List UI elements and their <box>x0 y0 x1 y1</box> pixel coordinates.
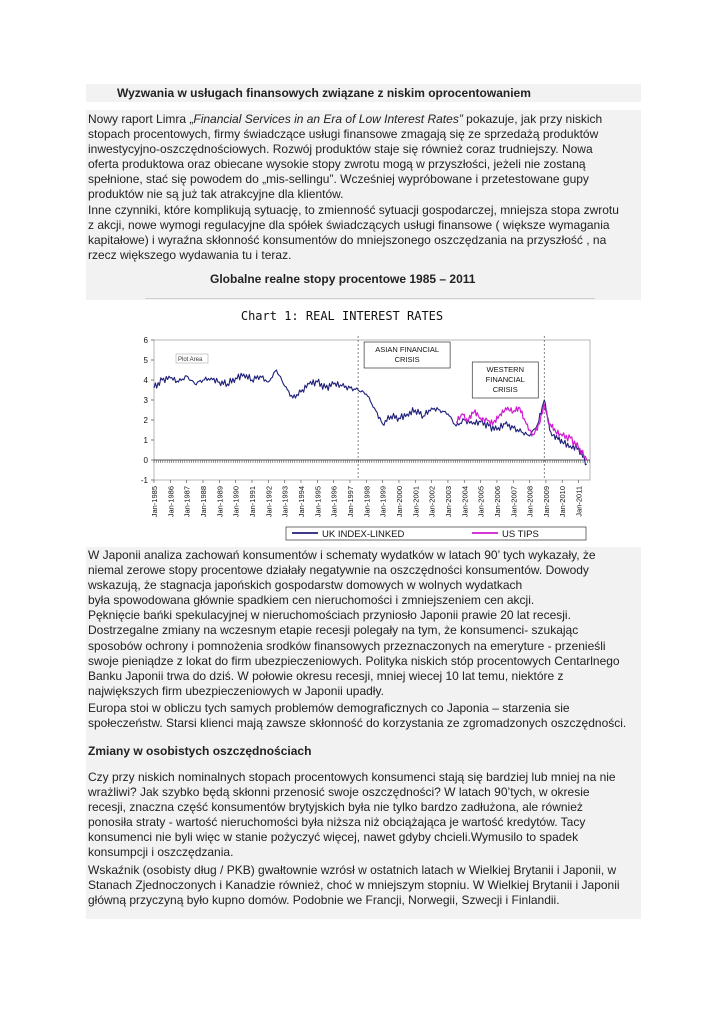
intro-line: rzecz większego wydawania tu i teraz. <box>88 247 292 262</box>
savings-line: Czy przy niskich nominalnych stopach procentowych konsumenci stają się bardziej lub mniej na nie <box>88 770 616 784</box>
crisis-annotation-text: ASIAN FINANCIAL <box>375 345 440 354</box>
x-tick-label: Jan-1992 <box>264 486 274 518</box>
x-tick-label: Jan-1989 <box>215 486 225 518</box>
intro-line: z akcji, nowe wymogi regulacyjne dla spółek świadczących usługi finansowe ( większe wymagania <box>88 217 610 232</box>
x-tick-label: Jan-1996 <box>329 486 339 518</box>
intro-line: produktów nie są już tak atrakcyjne dla klientów. <box>88 187 344 202</box>
x-tick-label: Jan-2011 <box>574 486 584 517</box>
crisis-annotation-text: FINANCIAL <box>485 375 525 384</box>
savings-paragraph <box>88 770 640 861</box>
x-tick-label: Jan-2006 <box>492 486 502 518</box>
debt-line: główną przyczyną było kupno domów. Podobnie we Francji, Norwegii, Szwecji i Finlandii. <box>88 893 560 908</box>
savings-line: ponosiła straty - wartość nieruchomości była niższa niż obciążająca je wartość kredytów. Tacy <box>88 815 586 830</box>
x-tick-label: Jan-1998 <box>362 486 372 518</box>
x-tick-label: Jan-2009 <box>541 486 551 518</box>
y-tick-label: 1 <box>143 436 148 445</box>
japan-line: Pęknięcie bańki spekulacyjnej w nieruchomościach przyniosło Japonii prawie 20 lat recesji. <box>88 608 571 623</box>
japan-line: wskazują, że stagnacja japońskich gospodarstw domowych w wolnych wydatkach <box>88 578 523 593</box>
debt-line: Stanach Zjednoczonych i Kanadzie również, choć w mniejszym stopniu. W Wielkiej Brytanii i Japonii <box>88 878 620 893</box>
intro-line: spełnione, stać się powodem do „mis-sellingu”. Wcześniej wypróbowane i przetestowane gupy <box>88 172 589 187</box>
x-tick-label: Jan-1988 <box>198 486 208 518</box>
real-interest-rates-chart <box>120 304 600 546</box>
x-tick-label: Jan-1987 <box>182 486 192 518</box>
x-tick-label: Jan-1990 <box>231 486 241 518</box>
x-tick-label: Jan-1993 <box>280 486 290 518</box>
intro-paragraph <box>88 112 640 263</box>
x-tick-label: Jan-1985 <box>150 486 159 518</box>
y-tick-label: -1 <box>140 476 148 485</box>
x-tick-label: Jan-2001 <box>411 486 421 518</box>
japan-line: Banku Japonii trwa do dziś. W połowie okresu recesji, mniej wiecej 10 lat temu, niektóre z <box>88 668 564 683</box>
y-tick-label: 6 <box>143 336 148 345</box>
x-tick-label: Jan-1991 <box>247 486 257 518</box>
x-tick-label: Jan-2005 <box>476 486 486 518</box>
savings-line: konsumpcji i oszczędzania. <box>88 845 234 860</box>
y-tick-label: 4 <box>143 376 148 385</box>
savings-line: konsumenci nie byli więc w stanie pożyczyć więcej, nawet gdyby chcieli.Wymusilo to spadek <box>88 830 579 845</box>
document-title: Wyzwania w usługach finansowych związane z niskim oprocentowaniem <box>117 86 531 100</box>
intro-line: oferta produktowa oraz obiecane wysokie stopy zwrotu mogą w przyszłości, jeżeli nie zostaną <box>88 157 586 172</box>
x-tick-label: Jan-2010 <box>558 486 568 518</box>
legend-label: UK INDEX-LINKED <box>322 529 405 540</box>
y-tick-label: 5 <box>143 356 148 365</box>
japan-line: sposobów ochrony i pomnożenia srodków finansowych przeznaczonych na emeryture - przenieśli <box>88 638 606 653</box>
section-heading: Zmiany w osobistych oszczędnościach <box>88 744 312 758</box>
debt-paragraph <box>88 863 640 908</box>
japan-line: swoje pieniądze z lokat do firm ubezpieczeniowych. Polityka niskich stóp procentowych Centarlnego <box>88 653 620 668</box>
x-tick-label: Jan-2000 <box>394 486 404 518</box>
europe-line: społeczeństw. Starsi klienci mają zawsze skłonność do korzystania ze zgromadzonych oszczędności. <box>88 716 627 731</box>
japan-line: niemal zerowe stopy procentowe działały negatywnie na oszczędności konsumentów. Dowody <box>88 563 589 578</box>
x-tick-label: Jan-2002 <box>427 486 437 518</box>
intro-line: Inne czynniki, które komplikują sytuację, to zmienność sytuacji gospodarczej, mniejsza stopa zwrotu <box>88 202 619 217</box>
intro-line: inwestycyjno-oszczędnościowych. Rozwój produktów staje się również coraz trudniejszy. Nowa <box>88 142 593 157</box>
crisis-annotation-text: CRISIS <box>394 355 420 364</box>
x-tick-label: Jan-2008 <box>525 486 535 518</box>
intro-line: stopach procentowych, firmy świadczące usługi finansowe zmagają się ze sprzedażą produktów <box>88 127 599 142</box>
report-title: Financial Services in an Era of Low Interest Rates” <box>193 112 463 126</box>
crisis-annotation-text: WESTERN <box>486 365 525 374</box>
intro-first-line <box>88 112 640 127</box>
x-tick-label: Jan-2003 <box>443 486 453 518</box>
plot-area-label: Plot Area <box>178 357 203 363</box>
x-tick-label: Jan-1986 <box>166 486 176 518</box>
x-tick-label: Jan-1997 <box>345 486 355 518</box>
europe-line: Europa stoi w obliczu tych samych problemów demograficznych co Japonia – starzenia sie <box>88 701 570 715</box>
divider <box>145 298 595 299</box>
y-tick-label: 2 <box>143 416 148 425</box>
chart-title: Chart 1: REAL INTEREST RATES <box>240 309 444 323</box>
japan-paragraph <box>88 548 640 699</box>
x-tick-label: Jan-2007 <box>509 486 519 518</box>
intro-line-lead: Nowy raport Limra „ <box>88 112 194 126</box>
x-tick-label: Jan-1999 <box>378 486 388 518</box>
japan-line: największych firm ubezpieczeniowych w Japonii upadły. <box>88 683 384 698</box>
y-tick-label: 3 <box>143 396 148 405</box>
japan-line: była spowodowana głównie spadkiem cen nieruchomości i zmniejszeniem cen akcji. <box>88 593 535 608</box>
x-tick-label: Jan-1995 <box>313 486 323 518</box>
japan-line: Dostrzegalne zmiany na wczesnym etapie recesji polegały na tym, że konsumenci- szukając <box>88 623 579 638</box>
intro-line-tail: pokazuje, jak przy niskich <box>462 112 603 126</box>
savings-line: recesji, znaczna część konsumentów brytyjskich była nie tylko bardzo zadłużona, ale również <box>88 800 583 815</box>
intro-line: kapitałowe) i wyraźna skłonność konsumentów do mniejszonego oszczędzania na przyszłość , na <box>88 232 607 247</box>
crisis-annotation-text: CRISIS <box>492 385 518 394</box>
japan-line: W Japonii analiza zachowań konsumentów i schematy wydatków w latach 90’ tych wykazały, że <box>88 548 596 562</box>
y-tick-label: 0 <box>143 456 148 465</box>
savings-line: wrażliwi? Jak szybko będą skłonni przenosić swoje oszczędności? W latach 90’tych, w okresie <box>88 785 590 800</box>
debt-line: Wskaźnik (osobisty dług / PKB) gwałtownie wzrósł w ostatnich latach w Wielkiej Brytanii i Japonii, w <box>88 863 617 877</box>
x-tick-label: Jan-1994 <box>296 486 306 518</box>
europe-paragraph <box>88 701 640 731</box>
x-tick-label: Jan-2004 <box>460 486 470 518</box>
legend-label: US TIPS <box>502 529 539 540</box>
chart-heading: Globalne realne stopy procentowe 1985 – 2011 <box>210 272 476 286</box>
